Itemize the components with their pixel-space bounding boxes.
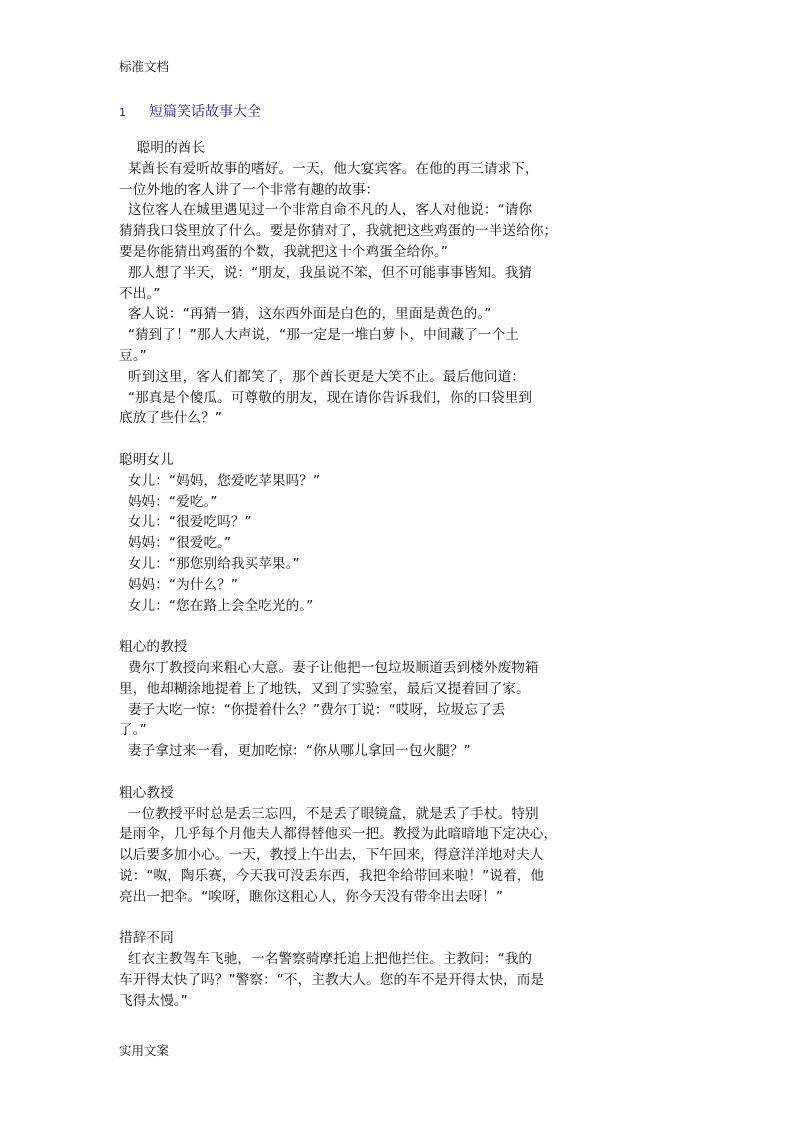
- story-title: 聪明的酋长: [119, 140, 206, 156]
- story-text-line: 里，他却糊涂地提着上了地铁，又到了实验室，最后又提着回了家。: [119, 680, 530, 697]
- story-text-line: 红衣主教驾车飞驰，一名警察骑摩托追上把他拦住。主教问：“我的: [119, 951, 533, 968]
- story-text-line: “那真是个傻瓜。可尊敬的朋友，现在请你告诉我们，你的口袋里到: [119, 389, 533, 406]
- story-text-line: 女儿：“那您别给我买苹果。”: [119, 555, 300, 572]
- story-text-line: 不出。”: [119, 285, 161, 302]
- paragraph-gap: [119, 907, 569, 928]
- story-title: 聪明女儿: [119, 451, 174, 468]
- stories-body: [119, 138, 569, 1011]
- story-text-line: 豆。”: [119, 347, 147, 364]
- story-text-line: 妻子拿过来一看，更加吃惊：“你从哪儿拿回一包火腿？”: [119, 743, 471, 760]
- story-text-line: 女儿：“妈妈，您爱吃苹果吗？”: [119, 472, 321, 489]
- story-text-line: 猜猜我口袋里放了什么。要是你猜对了，我就把这些鸡蛋的一半送给你；: [119, 223, 558, 240]
- story-text-line: 底放了些什么？”: [119, 410, 222, 427]
- story-text-line: 飞得太慢。”: [119, 992, 188, 1009]
- story-text-line: 那人想了半天，说：“朋友，我虽说不笨，但不可能事事皆知。我猜: [119, 264, 533, 281]
- story-text-line: 要是你能猜出鸡蛋的个数，我就把这十个鸡蛋全给你。”: [119, 243, 448, 260]
- story-title: 粗心教授: [119, 784, 174, 801]
- story-text-line: 一位外地的客人讲了一个非常有趣的故事：: [119, 181, 380, 198]
- toc-number: 1: [119, 106, 126, 119]
- story-text-line: 这位客人在城里遇见过一个非常自命不凡的人，客人对他说：“请你: [119, 202, 533, 219]
- story-text-line: 听到这里，客人们都笑了，那个酋长更是大笑不止。最后他问道：: [119, 368, 525, 385]
- story-text-line: 说：“呶，陶乐赛，今天我可没丢东西，我把伞给带回来啦！”说着，他: [119, 867, 545, 884]
- story-text-line: 妻子大吃一惊：“你提着什么？”费尔丁说：“哎呀，垃圾忘了丢: [119, 701, 506, 718]
- paragraph-gap: [119, 762, 569, 783]
- toc-title: 短篇笑话故事大全: [149, 104, 261, 120]
- page-footer: 实用文案: [119, 1043, 170, 1058]
- story-text-line: 一位教授平时总是丢三忘四，不是丢了眼镜盒，就是丢了手杖。特别: [119, 805, 539, 822]
- story-text-line: 妈妈：“很爱吃。”: [119, 535, 232, 552]
- story-text-line: 客人说：“再猜一猜，这东西外面是白色的，里面是黄色的。”: [119, 306, 492, 323]
- paragraph-gap: [119, 429, 569, 450]
- story-text-line: 女儿：“您在路上会全吃光的。”: [119, 597, 314, 614]
- toc-entry[interactable]: [119, 102, 261, 123]
- story-title: 粗心的教授: [119, 639, 188, 656]
- story-text-line: 亮出一把伞。“唉呀，瞧你这粗心人，你今天没有带伞出去呀！”: [119, 888, 504, 905]
- story-text-line: 妈妈：“爱吃。”: [119, 493, 218, 510]
- story-text-line: “猜到了！”那人大声说，“那一定是一堆白萝卜，中间藏了一个土: [119, 327, 519, 344]
- story-text-line: 某酋长有爱听故事的嗜好。一天，他大宴宾客。在他的再三请求下，: [119, 160, 539, 177]
- page-header: 标准文档: [119, 59, 170, 74]
- story-text-line: 费尔丁教授向来粗心大意。妻子让他把一包垃圾顺道丢到楼外废物箱: [119, 659, 539, 676]
- story-text-line: 是雨伞，几乎每个月他夫人都得替他买一把。教授为此暗暗地下定决心，: [119, 826, 558, 843]
- story-text-line: 车开得太快了吗？”警察：“不，主教大人。您的车不是开得太快，而是: [119, 971, 545, 988]
- story-text-line: 以后要多加小心。一天，教授上午出去，下午回来，得意洋洋地对夫人: [119, 847, 544, 864]
- story-text-line: 女儿：“很爱吃吗？”: [119, 514, 252, 531]
- story-text-line: 了。”: [119, 722, 147, 739]
- story-text-line: 妈妈：“为什么？”: [119, 576, 238, 593]
- story-title: 措辞不同: [119, 930, 174, 947]
- paragraph-gap: [119, 616, 569, 637]
